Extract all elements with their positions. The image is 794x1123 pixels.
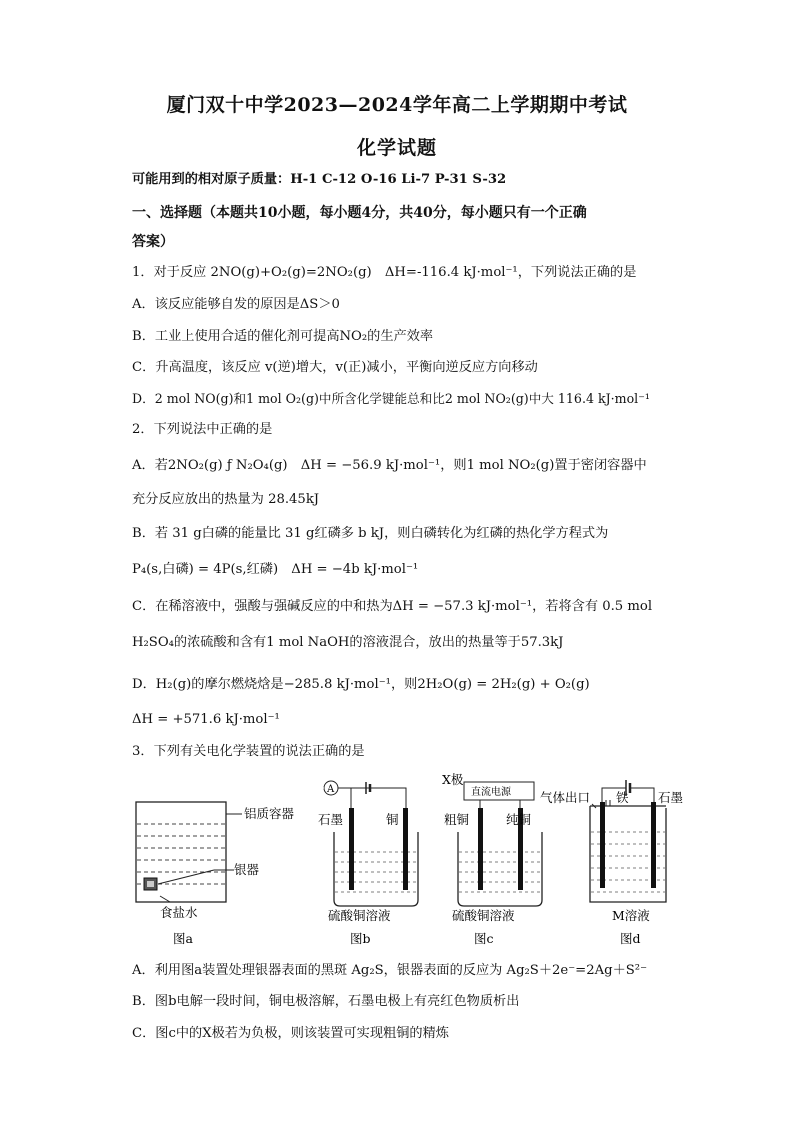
label-container: 铝质容器 [244,806,295,821]
q3-stem: 3．下列有关电化学装置的说法正确的是 [132,744,365,759]
label-crude-copper: 粗铜 [444,812,470,827]
q2-option-d: D．H₂(g)的摩尔燃烧焓是−285.8 kJ·mol⁻¹，则2H₂O(g) = 2H₂(g) + O₂(g) [132,677,590,692]
label-graphite: 石墨 [318,812,344,827]
figure-b [316,772,426,956]
label-iron: 铁 [616,790,629,805]
label-power: 直流电源 [471,787,511,798]
label-cuso4-c: 硫酸铜溶液 [452,908,515,923]
q2-option-c: C．在稀溶液中，强酸与强碱反应的中和热为ΔH = −57.3 kJ·mol⁻¹，若将含有 0.5 mol [132,599,653,614]
label-cuso4: 硫酸铜溶液 [328,908,391,923]
section-heading-cont: 答案） [132,234,174,250]
q2-option-b-equation: P₄(s,白磷) = 4P(s,红磷) ΔH = −4b kJ·mol⁻¹ [132,562,419,577]
q2-stem: 2．下列说法中正确的是 [132,422,273,437]
q3-option-a: A．利用图a装置处理银器表面的黑斑 Ag₂S，银器表面的反应为 Ag₂S＋2e⁻=2Ag＋S²⁻ [132,963,648,978]
q1-option-c: C．升高温度，该反应 v(逆)增大，v(正)减小，平衡向逆反应方向移动 [132,360,538,375]
caption-a: 图a [173,931,193,946]
figure-a [130,772,300,956]
label-silver: 银器 [234,862,260,877]
label-graphite-d: 石墨 [658,790,684,805]
figure-d [540,772,700,956]
q1-stem: 1．对于反应 2NO(g)+O₂(g)=2NO₂(g) ΔH=-116.4 kJ·mol⁻¹，下列说法正确的是 [132,265,637,280]
q2-option-a-cont: 充分反应放出的热量为 28.45kJ [132,492,320,507]
caption-c: 图c [474,931,494,946]
q1-option-a: A．该反应能够自发的原因是ΔS＞0 [132,297,340,312]
paper-title: 厦门双十中学2023—2024学年高二上学期期中考试 [166,94,628,116]
q3-option-c: C．图c中的X极若为负极，则该装置可实现粗铜的精炼 [132,1026,449,1041]
q2-option-a: A．若2NO₂(g) ƒ N₂O₄(g) ΔH = −56.9 kJ·mol⁻¹，则1 mol NO₂(g)置于密闭容器中 [132,458,647,473]
section-heading: 一、选择题（本题共10小题，每小题4分，共40分，每小题只有一个正确 [132,205,587,221]
q2-option-b: B．若 31 g白磷的能量比 31 g红磷多 b kJ，则白磷转化为红磷的热化学方程式为 [132,526,609,541]
q1-option-b: B．工业上使用合适的催化剂可提高NO₂的生产效率 [132,329,434,344]
label-pure-copper: 纯铜 [506,812,532,827]
label-m-solution: M溶液 [612,908,650,923]
figure-c [442,772,552,956]
paper-subtitle: 化学试题 [356,137,437,159]
caption-d: 图d [620,931,641,946]
q2-option-d-cont: ΔH = +571.6 kJ·mol⁻¹ [132,712,280,727]
q1-option-d: D．2 mol NO(g)和1 mol O₂(g)中所含化学键能总和比2 mol NO₂(g)中大 116.4 kJ·mol⁻¹ [132,391,650,406]
label-salt-water: 食盐水 [160,905,198,920]
q2-option-c-cont: H₂SO₄的浓硫酸和含有1 mol NaOH的溶液混合，放出的热量等于57.3kJ [132,635,564,650]
atomic-masses: 可能用到的相对原子质量：H-1 C-12 O-16 Li-7 P-31 S-32 [132,172,507,187]
ammeter-label: A [327,784,335,795]
label-gas-outlet: 气体出口 [540,790,591,805]
caption-b: 图b [350,931,371,946]
q3-option-b: B．图b电解一段时间，铜电极溶解，石墨电极上有亮红色物质析出 [132,994,520,1009]
label-x-pole: X极 [442,772,464,787]
label-copper: 铜 [386,812,399,827]
